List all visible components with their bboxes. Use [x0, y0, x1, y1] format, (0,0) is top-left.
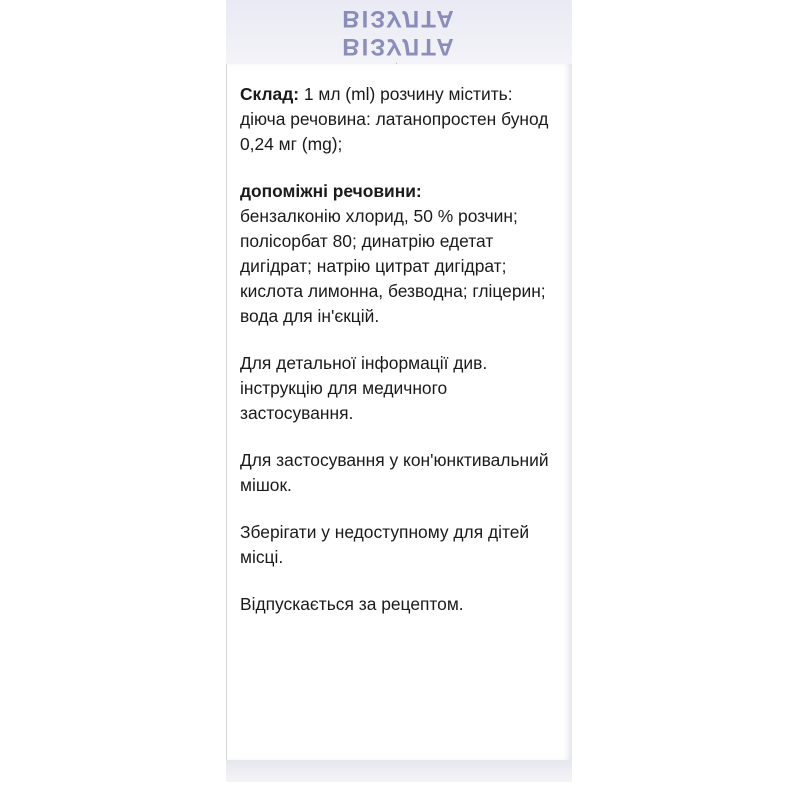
- box-top-subtitle: ВІЗУЛТА: [342, 33, 456, 60]
- box-bottom-edge: [226, 760, 572, 782]
- composition-label: Склад:: [240, 84, 300, 104]
- storage-note: Зберігати у недоступному для дітей місці.: [240, 522, 530, 567]
- panel-text: [240, 82, 560, 639]
- box-top-flap: [226, 0, 572, 64]
- composition-text: 1 мл (ml) розчину містить: діюча речовина: латанопростен бунод 0,24 мг (mg);: [240, 84, 549, 154]
- details-note: Для детальної інформації див. інструкцію для медичного застосування.: [240, 353, 488, 423]
- excipients-paragraph: [240, 179, 560, 329]
- mirrored-brand-text: [226, 4, 572, 72]
- excipients-label: допоміжні речовини:: [240, 181, 422, 201]
- excipients-text: бензалконію хлорид, 50 % розчин; полісорбат 80; динатрію едетат дигідрат; натрію цитрат дигідрат; кислота лимонна, безводна; гліцерин; вода для ін'єкцій.: [240, 206, 546, 326]
- prescription-note: Відпускається за рецептом.: [240, 594, 464, 614]
- composition-paragraph: [240, 82, 560, 157]
- box-top-brand: ВІЗУЛТА: [342, 5, 456, 32]
- usage-note: Для застосування у кон'юнктивальний мішок.: [240, 450, 549, 495]
